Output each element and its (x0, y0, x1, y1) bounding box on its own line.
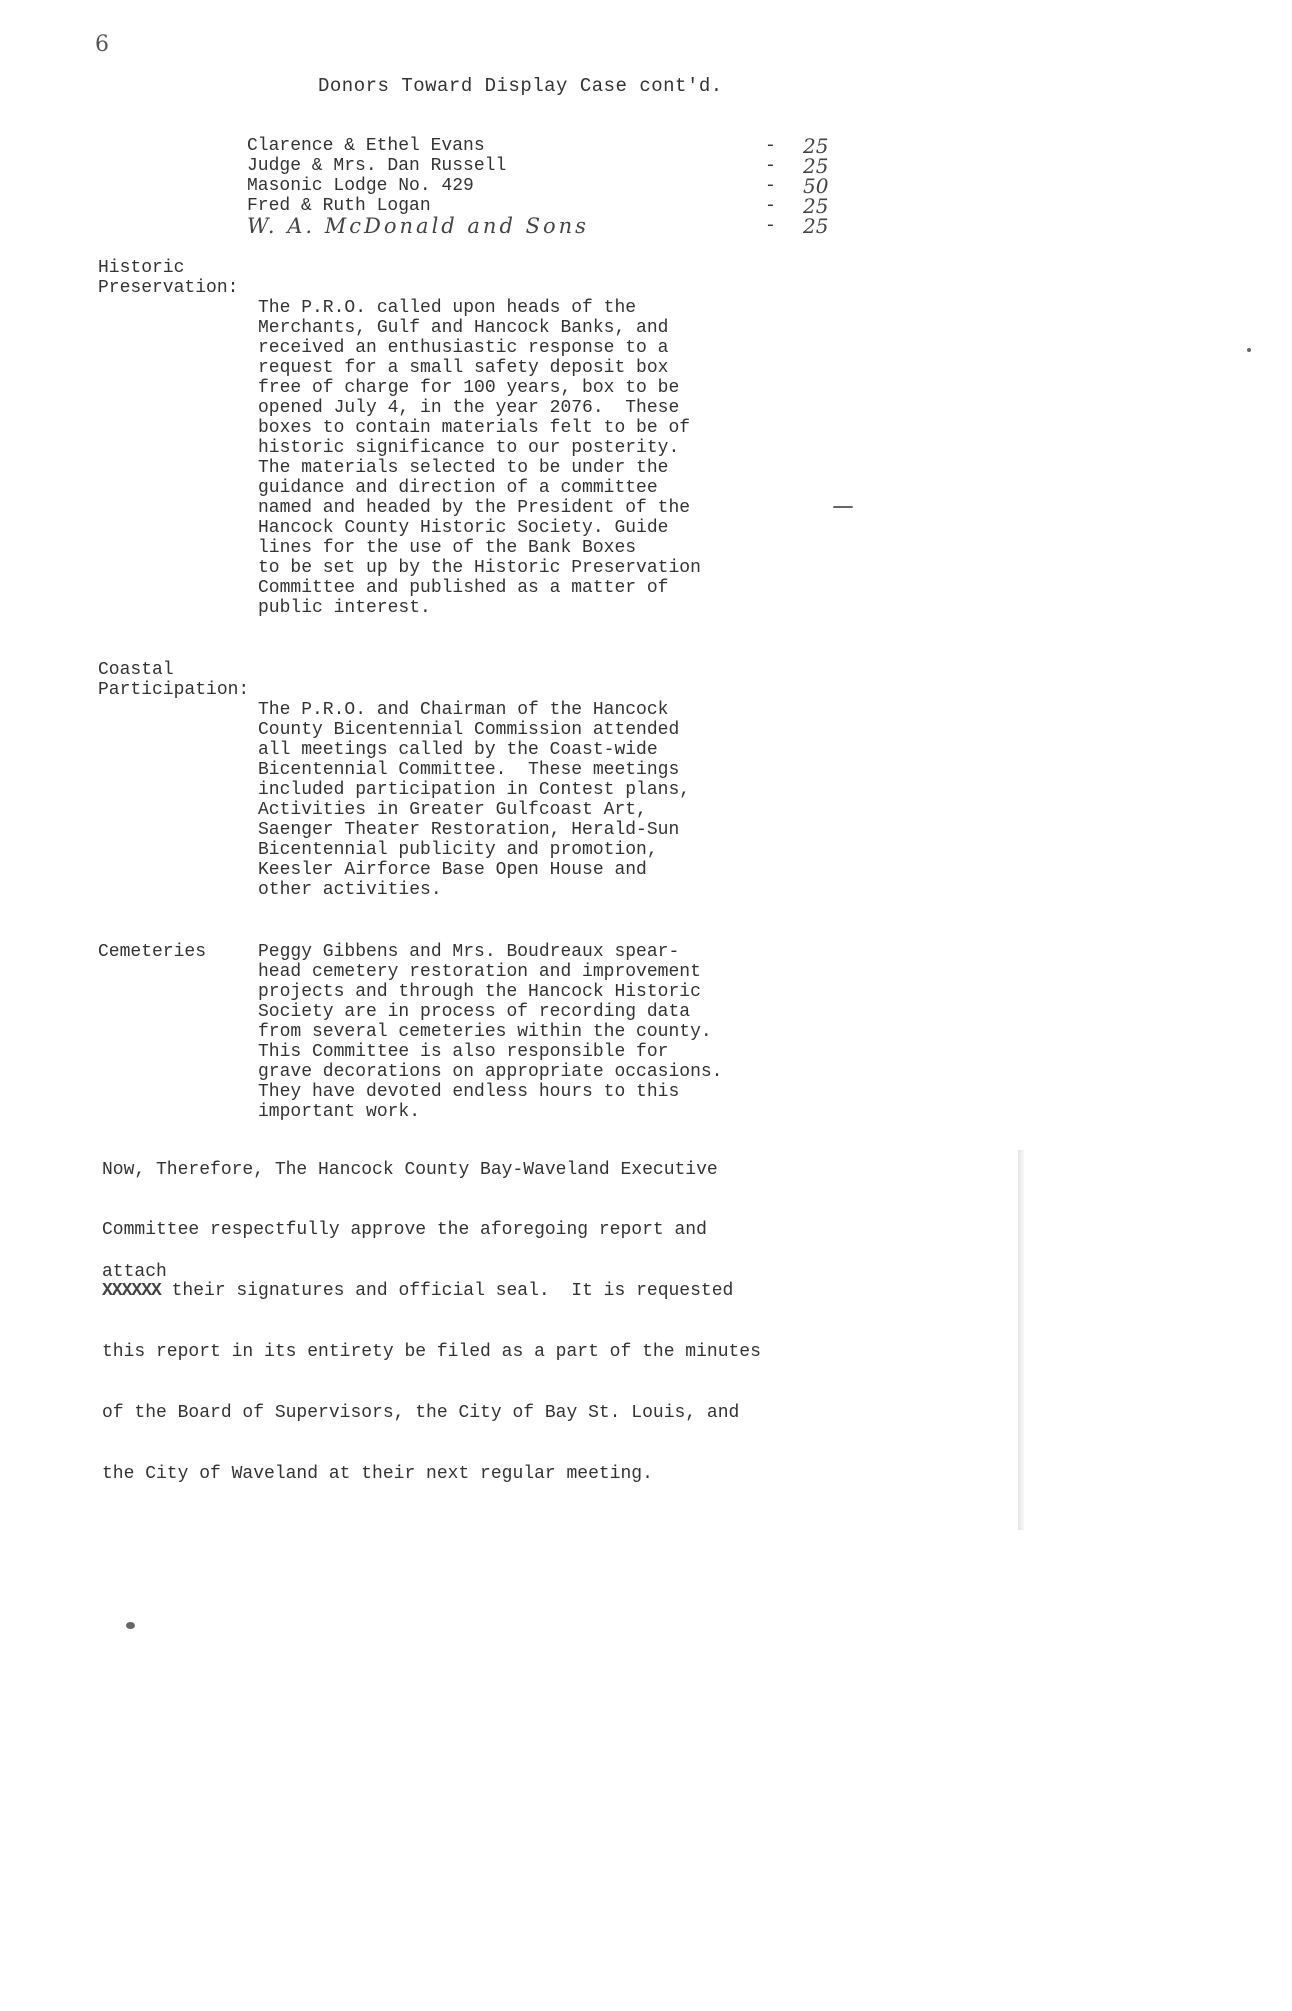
body-line: public interest. (258, 598, 431, 618)
document-title: Donors Toward Display Case cont'd. (318, 75, 723, 97)
resolution-line: this report in its entirety be filed as a part of the minutes (102, 1342, 761, 1362)
donor-name: Clarence & Ethel Evans (247, 136, 485, 156)
donor-row-handwritten (247, 216, 847, 236)
scan-speck (833, 506, 853, 508)
body-line: Hancock County Historic Society. Guide (258, 518, 669, 538)
donor-row (247, 196, 847, 216)
cemeteries-body (258, 942, 722, 1122)
body-line: important work. (258, 1102, 421, 1122)
cemeteries-label: Cemeteries (98, 942, 207, 962)
coastal-participation-body (258, 700, 690, 900)
body-line: The materials selected to be under the (258, 458, 669, 478)
donor-amount: 25 (803, 154, 829, 178)
resolution-line: of the Board of Supervisors, the City of Bay St. Louis, and (102, 1403, 740, 1423)
body-line: head cemetery restoration and improvement (258, 962, 701, 982)
donor-dash: - (765, 196, 776, 216)
donor-dash: - (765, 156, 776, 176)
body-line: named and headed by the President of the (258, 498, 691, 518)
body-line: grave decorations on appropriate occasions. (258, 1062, 723, 1082)
body-line: The P.R.O. called upon heads of the (258, 298, 637, 318)
historic-preservation-label: Historic Preservation: (98, 258, 239, 298)
historic-preservation-body (258, 298, 701, 618)
donor-name: Fred & Ruth Logan (247, 196, 431, 216)
body-line: Saenger Theater Restoration, Herald-Sun (258, 820, 680, 840)
body-line: Committee and published as a matter of (258, 578, 669, 598)
body-line: other activities. (258, 880, 442, 900)
body-line: Merchants, Gulf and Hancock Banks, and (258, 318, 669, 338)
body-line: Society are in process of recording data (258, 1002, 691, 1022)
body-line: Keesler Airforce Base Open House and (258, 860, 647, 880)
body-line: Activities in Greater Gulfcoast Art, (258, 800, 647, 820)
body-line: lines for the use of the Bank Boxes (258, 538, 637, 558)
resolution-line: Now, Therefore, The Hancock County Bay-Waveland Executive (102, 1160, 718, 1180)
donor-dash: - (765, 216, 776, 236)
resolution-line (102, 1281, 733, 1301)
body-line: Bicentennial publicity and promotion, (258, 840, 658, 860)
scan-speck (126, 1622, 135, 1629)
body-line: request for a small safety deposit box (258, 358, 669, 378)
donor-dash: - (765, 176, 776, 196)
resolution-insert: attach (102, 1262, 167, 1282)
donor-amount: 25 (803, 134, 829, 158)
donor-name: Judge & Mrs. Dan Russell (247, 156, 507, 176)
body-line: They have devoted endless hours to this (258, 1082, 680, 1102)
body-line: received an enthusiastic response to a (258, 338, 669, 358)
body-line: Bicentennial Committee. These meetings (258, 760, 680, 780)
donor-name: Masonic Lodge No. 429 (247, 176, 474, 196)
page-fold-shadow (1018, 1150, 1024, 1530)
donor-list (247, 136, 847, 236)
body-line: included participation in Contest plans, (258, 780, 691, 800)
body-line: boxes to contain materials felt to be of (258, 418, 691, 438)
resolution-line: the City of Waveland at their next regular meeting. (102, 1464, 653, 1484)
donor-row (247, 136, 847, 156)
struck-out-text: XXXXXX (102, 1281, 161, 1301)
donor-amount: 50 (803, 174, 829, 198)
body-line: to be set up by the Historic Preservation (258, 558, 701, 578)
donor-name: W. A. McDonald and Sons (247, 214, 589, 238)
body-line: historic significance to our posterity. (258, 438, 680, 458)
resolution-line: Committee respectfully approve the aforegoing report and (102, 1220, 707, 1240)
resolution-line-text: their signatures and official seal. It is requested (160, 1281, 734, 1301)
page-number: 6 (95, 32, 109, 57)
donor-amount: 25 (803, 214, 829, 238)
donor-dash: - (765, 136, 776, 156)
body-line: Peggy Gibbens and Mrs. Boudreaux spear- (258, 942, 680, 962)
body-line: free of charge for 100 years, box to be (258, 378, 680, 398)
body-line: guidance and direction of a committee (258, 478, 658, 498)
donor-row (247, 156, 847, 176)
body-line: projects and through the Hancock Historic (258, 982, 701, 1002)
body-line: This Committee is also responsible for (258, 1042, 669, 1062)
donor-row (247, 176, 847, 196)
scan-speck (1247, 348, 1251, 352)
body-line: from several cemeteries within the county. (258, 1022, 712, 1042)
donor-amount: 25 (803, 194, 829, 218)
body-line: opened July 4, in the year 2076. These (258, 398, 680, 418)
coastal-participation-label: Coastal Participation: (98, 660, 250, 700)
body-line: County Bicentennial Commission attended (258, 720, 680, 740)
body-line: The P.R.O. and Chairman of the Hancock (258, 700, 669, 720)
body-line: all meetings called by the Coast-wide (258, 740, 658, 760)
